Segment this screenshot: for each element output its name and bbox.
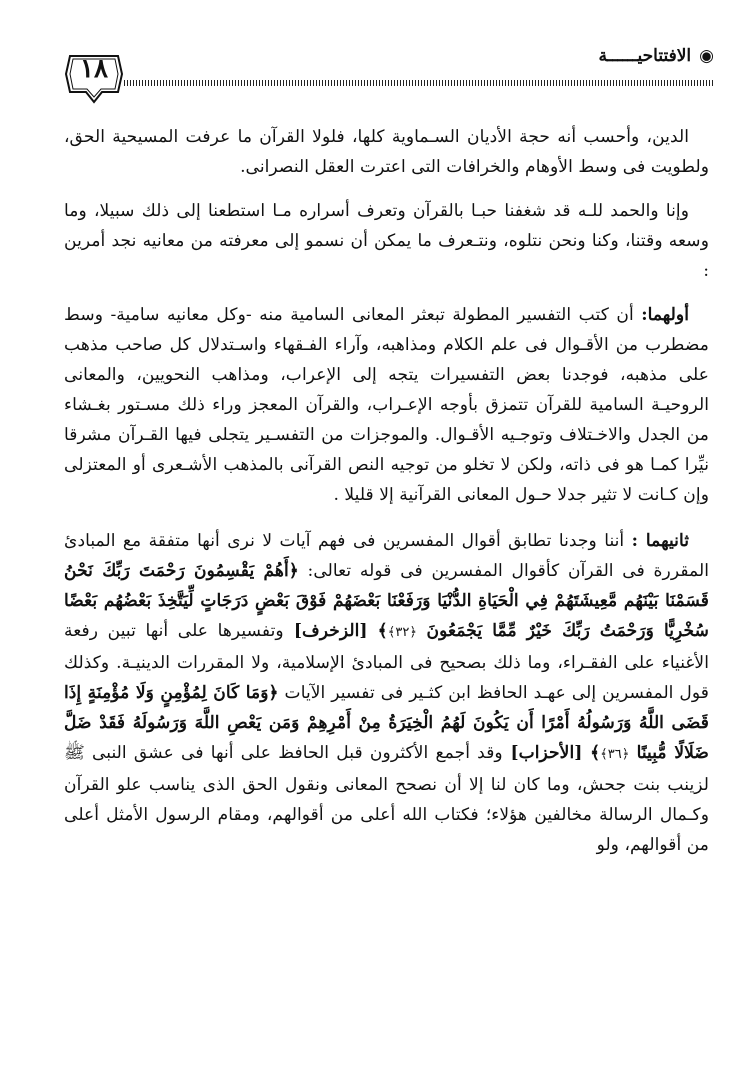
- paragraph-4-text-1: أننا وجدنا تطابق أقوال المفسرين فى فهم آيات لا نرى أنها متفقة مع المبادئ المقررة فى القرآن كأقوال المفسرين فى قوله تعالى:: [64, 531, 709, 581]
- page-number-badge: [64, 48, 124, 96]
- section-title-text: الافتتاحيــــــة: [598, 46, 692, 66]
- paragraph-2-text: وإنا والحمد للـه قد شغفنا حبـا بالقرآن وتعرف أسراره مـا استطعنا إلى ذلك سبيلا، وما وسعه وقتنا، وكنا ونحن نتلوه، ونتـعرف ما يمكن أن نسمو إلى معرفته من معانيه نجد أمرين :: [64, 201, 709, 281]
- quran-verse-1-close: ﴾: [377, 621, 388, 641]
- ayah-number-1: ﴿٣٢﴾: [387, 625, 417, 640]
- page-number: ١٨: [80, 54, 108, 84]
- paragraph-1: [64, 122, 709, 182]
- paragraph-4: [64, 526, 709, 860]
- page-header: [64, 40, 714, 112]
- ornament-icon: ◉: [699, 46, 714, 66]
- quran-verse-1: ﴿أَهُمْ يَقْسِمُونَ رَحْمَتَ رَبِّكَ نَحْنُ قَسَمْنَا بَيْنَهُم مَّعِيشَتَهُمْ فِي الْحَيَاةِ الدُّنْيَا وَرَفَعْنَا بَعْضَهُمْ فَوْقَ بَعْضٍ دَرَجَاتٍ لِّيَتَّخِذَ بَعْضُهُم بَعْضًا سُخْرِيًّا وَرَحْمَتُ رَبِّكَ خَيْرٌ مِّمَّا يَجْمَعُونَ: [64, 561, 710, 641]
- paragraph-4-lead: ثانيهما :: [631, 531, 689, 551]
- ayah-number-2: ﴿٣٦﴾: [600, 747, 630, 762]
- surah-reference-2: [الأحزاب]: [502, 743, 591, 763]
- header-rule: [124, 80, 714, 86]
- paragraph-3-text: أن كتب التفسير المطولة تبعثر المعانى السامية منه -وكل معانيه سامية- وسط مضطرب من الأقـوال فى علم الكلام ومذاهبه، وآراء الفـقهاء واسـتدلال كل صاحب مذهب على مذهبه، فوجدنا بعض التفسيرات يتجه إلى الإعراب، ومذاهب النحويين، والمعانى الروحيـة السامية للقرآن تتمزق بأوجه الإعـراب، والقرآن المعجز وراء ذلك مسـتور بغـشاء من الجدل والاخـتلاف وتوجـيه الأقـوال. والموجزات من التفسـير يتجلى فيها القـرآن مشرقا نيِّرا كمـا هو فى ذاته، ولكن لا تخلو من توجيه النص القرآنى بالمذهب الأشـعرى أو المعتزلى وإن كـانت لا تثير جدلا حـول المعانى القرآنية إلا قليلا .: [64, 305, 709, 505]
- paragraph-4-text-2: وتفسيرها على أنها تبين رفعة الأغنياء على الفقـراء، وما ذلك بصحيح فى المبادئ الإسلامية، ولا المقررات الدينيـة. وكذلك قول المفسرين إلى عهـد الحافظ ابن كثـير فى تفسير الآيات: [64, 621, 709, 703]
- page-body: [64, 122, 709, 876]
- paragraph-3: [64, 300, 709, 510]
- section-title: [599, 46, 714, 66]
- surah-reference-1: [الزخرف]: [283, 621, 378, 641]
- quran-verse-2: ﴿وَمَا كَانَ لِمُؤْمِنٍ وَلَا مُؤْمِنَةٍ إِذَا قَضَى اللَّهُ وَرَسُولُهُ أَمْرًا أَن يَكُونَ لَهُمُ الْخِيَرَةُ مِنْ أَمْرِهِمْ وَمَن يَعْصِ اللَّهَ وَرَسُولَهُ فَقَدْ ضَلَّ ضَلَالًا مُّبِينًا: [64, 683, 709, 763]
- quran-verse-2-close: ﴾: [590, 743, 601, 763]
- paragraph-4-text-3: وقد أجمع الأكثرون قبل الحافظ على أنها فى عشق النبى ﷺ لزينب بنت جحش، وما كان لنا إلا أن نصحح المعانى ونقول الحق الذى يناسب علو القرآن وكـمال الرسالة مخالفين هؤلاء؛ فكتاب الله أعلى من أقوالهم، ومقام الرسول الأمثل أعلى من أقوالهم، ولو: [64, 743, 709, 855]
- paragraph-3-lead: أولهما:: [641, 305, 689, 325]
- paragraph-2: [64, 196, 709, 286]
- paragraph-1-text: الدين، وأحسب أنه حجة الأديان السـماوية كلها، فلولا القرآن ما عرفت المسيحية الحق، ولطويت فى وسط الأوهام والخرافات التى اعترت العقل النصرانى.: [64, 127, 709, 177]
